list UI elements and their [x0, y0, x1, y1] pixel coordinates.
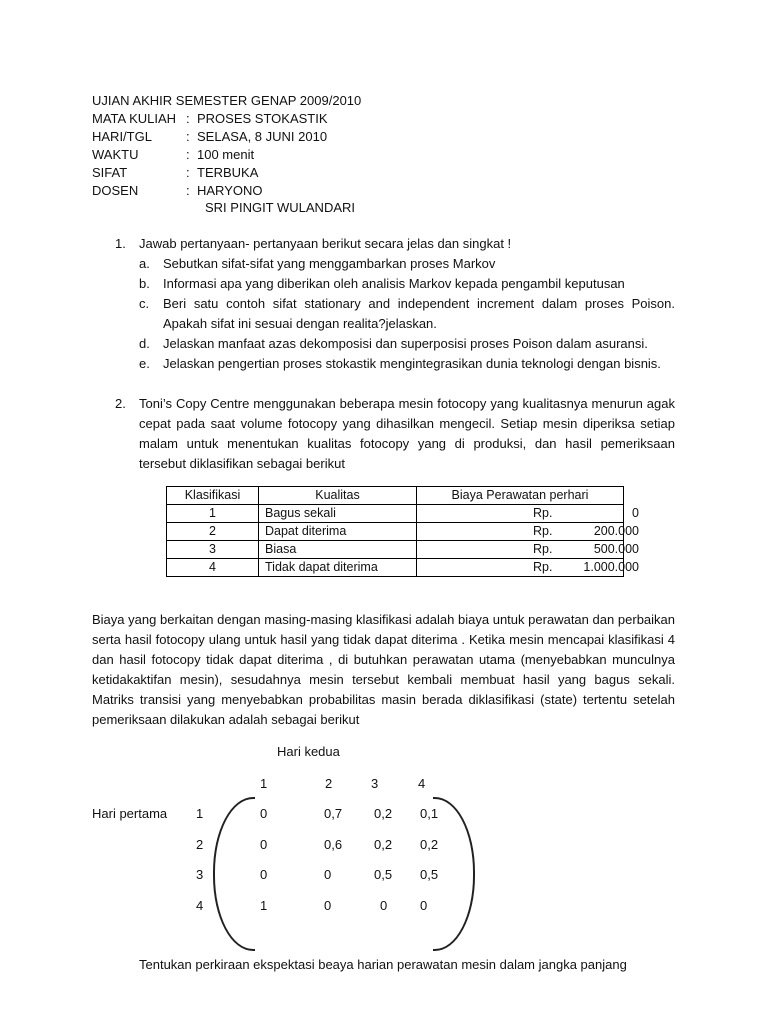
matrix-cell: 0,6: [324, 837, 343, 852]
matrix-row-label: 1: [196, 806, 204, 821]
field-label: DOSEN: [92, 183, 139, 198]
amount: 1.000.000: [583, 560, 639, 574]
cell-kualitas: Bagus sekali: [259, 505, 417, 523]
q1-item-e: Jelaskan pengertian proses stokastik mengintegrasikan dunia teknologi dengan bisnis.: [163, 356, 661, 371]
q1-item-letter: a.: [139, 256, 150, 271]
q1-number: 1.: [115, 236, 126, 251]
currency: Rp.: [533, 524, 553, 538]
exam-title: UJIAN AKHIR SEMESTER GENAP 2009/2010: [92, 93, 362, 108]
matrix-cell: 0: [324, 867, 332, 882]
dosen-second: SRI PINGIT WULANDARI: [205, 200, 356, 215]
q1-item-letter: e.: [139, 356, 150, 371]
field-dosen: DOSEN : HARYONO: [92, 183, 263, 198]
classification-table: [166, 486, 639, 577]
field-value: 100 menit: [197, 147, 255, 162]
column-header: Kualitas: [259, 487, 417, 505]
table-row: [167, 541, 624, 559]
matrix-cell: 0,1: [420, 806, 439, 821]
q1-item-letter: d.: [139, 336, 150, 351]
field-label: WAKTU: [92, 147, 139, 162]
matrix-cell: 0,2: [374, 806, 393, 821]
q2-line: Toni’s Copy Centre menggunakan beberapa mesin fotocopy yang kualitasnya menurun agak: [139, 396, 675, 411]
q2-line: malam untuk menentukan kualitas fotocopy yang di produksi, dan hasil pemeriksaan: [139, 436, 675, 451]
currency: Rp.: [533, 506, 553, 520]
amount: 200.000: [593, 524, 639, 538]
matrix-cell: 0,5: [420, 867, 439, 882]
matrix-row-label: 3: [196, 867, 204, 882]
matrix-cell: 0,2: [374, 837, 393, 852]
matrix-row-title: Hari pertama: [92, 806, 168, 821]
matrix-row-label: 2: [196, 837, 204, 852]
field-sifat: SIFAT : TERBUKA: [92, 165, 259, 180]
matrix-cell: 0,5: [374, 867, 393, 882]
amount: 500.000: [593, 542, 639, 556]
cell-biaya: [417, 541, 639, 559]
table-row: [167, 559, 624, 577]
q1-item-c: Beri satu contoh sifat stationary and independent increment dalam proses Poison.: [163, 296, 675, 311]
currency: Rp.: [533, 542, 553, 556]
para-line: dan hasil fotocopy tidak dapat diterima , di butuhkan perawatan utama (menyebabkan munculnya: [92, 652, 675, 667]
cell-klasifikasi: 4: [167, 559, 259, 577]
matrix-cell: 0: [260, 806, 268, 821]
matrix-cell: 0: [420, 898, 428, 913]
cell-kualitas: Biasa: [259, 541, 417, 559]
cell-biaya: [417, 559, 639, 577]
matrix-right-bracket: [433, 797, 475, 951]
cell-biaya: [417, 505, 639, 523]
q2-line: cepat pada saat volume fotocopy yang dihasilkan mengecil. Setiap mesin diperiksa setiap: [139, 416, 675, 431]
column-header: Biaya Perawatan perhari: [417, 487, 624, 505]
amount: 0: [632, 506, 639, 520]
cell-biaya: [417, 523, 639, 541]
matrix-cell: 0: [260, 867, 268, 882]
table-row: [167, 523, 624, 541]
q1-item-a: Sebutkan sifat-sifat yang menggambarkan proses Markov: [163, 256, 496, 271]
currency: Rp.: [533, 560, 553, 574]
matrix-col-title: Hari kedua: [277, 744, 340, 759]
q2-line: tersebut diklasifikan sebagai berikut: [139, 456, 345, 471]
field-value: TERBUKA: [197, 165, 259, 180]
cell-klasifikasi: 1: [167, 505, 259, 523]
q1-item-letter: c.: [139, 296, 150, 311]
q2-number: 2.: [115, 396, 126, 411]
matrix-col-label: 1: [260, 776, 268, 791]
field-label: MATA KULIAH: [92, 111, 177, 126]
field-mata-kuliah: MATA KULIAH : PROSES STOKASTIK: [92, 111, 328, 126]
cell-kualitas: Tidak dapat diterima: [259, 559, 417, 577]
q1-text: Jawab pertanyaan- pertanyaan berikut secara jelas dan singkat !: [139, 236, 512, 251]
matrix-cell: 0,7: [324, 806, 343, 821]
para-line: ketidakaktifan mesin), sesudahnya mesin tersebut kembali membuat hasil yang bagus sekali.: [92, 672, 675, 687]
field-label: HARI/TGL: [92, 129, 152, 144]
matrix-cell: 0: [260, 837, 268, 852]
q1-item-c-cont: Apakah sifat ini sesuai dengan realita?jelaskan.: [163, 316, 437, 331]
para-line: serta hasil fotocopy ulang untuk hasil yang tidak dapat diterima . Ketika mesin mencapai klasifikasi 4: [92, 632, 675, 647]
matrix-row-label: 4: [196, 898, 204, 913]
q1-item-b: Informasi apa yang diberikan oleh analisis Markov kepada pengambil keputusan: [163, 276, 625, 291]
q1-item-d: Jelaskan manfaat azas dekomposisi dan superposisi proses Poison dalam asuransi.: [163, 336, 648, 351]
field-waktu: WAKTU : 100 menit: [92, 147, 255, 162]
matrix-cell: 0,2: [420, 837, 439, 852]
table-row: [167, 505, 624, 523]
cell-kualitas: Dapat diterima: [259, 523, 417, 541]
field-value: SELASA, 8 JUNI 2010: [197, 129, 328, 144]
para-line: pemeriksaan dilakukan adalah sebagai berikut: [92, 712, 360, 727]
final-question: Tentukan perkiraan ekspektasi beaya harian perawatan mesin dalam jangka panjang: [139, 957, 627, 972]
column-header: Klasifikasi: [167, 487, 259, 505]
cell-klasifikasi: 2: [167, 523, 259, 541]
cell-klasifikasi: 3: [167, 541, 259, 559]
matrix-col-label: 3: [371, 776, 379, 791]
table-header-row: [167, 487, 624, 505]
para-line: Biaya yang berkaitan dengan masing-masing klasifikasi adalah biaya untuk perawatan dan perbaikan: [92, 612, 675, 627]
matrix-cell: 0: [380, 898, 388, 913]
para-line: Matriks transisi yang menyebabkan probabilitas masin berada diklasifikasi (state) tertentu setelah: [92, 692, 675, 707]
matrix-col-label: 2: [325, 776, 333, 791]
matrix-cell: 0: [324, 898, 332, 913]
field-value: PROSES STOKASTIK: [197, 111, 328, 126]
field-value: HARYONO: [197, 183, 263, 198]
matrix-left-bracket: [213, 797, 255, 951]
field-hari-tgl: HARI/TGL : SELASA, 8 JUNI 2010: [92, 129, 328, 144]
matrix-col-label: 4: [418, 776, 426, 791]
field-label: SIFAT: [92, 165, 128, 180]
q1-item-letter: b.: [139, 276, 150, 291]
matrix-cell: 1: [260, 898, 268, 913]
